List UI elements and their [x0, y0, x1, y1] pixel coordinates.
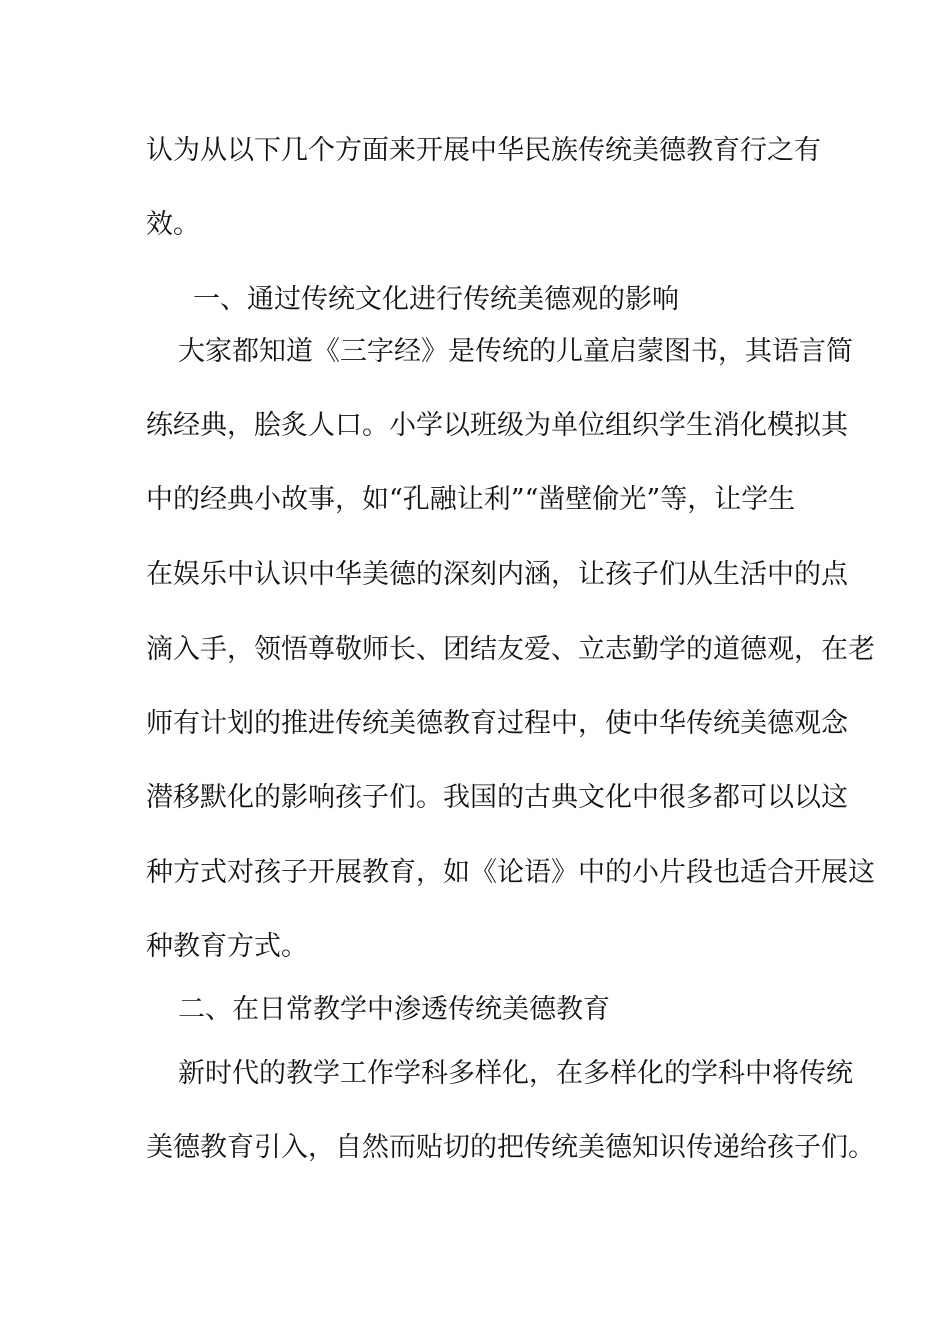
- paragraph-line: 滴入手，领悟尊敬师长、团结友爱、立志勤学的道德观，在老: [146, 634, 875, 665]
- paragraph-line: 潜移默化的影响孩子们。我国的古典文化中很多都可以以这: [146, 782, 848, 813]
- paragraph-line: 新时代的教学工作学科多样化，在多样化的学科中将传统: [178, 1058, 853, 1089]
- section-heading-2: 二、在日常教学中渗透传统美德教育: [178, 994, 610, 1025]
- paragraph-line: 认为从以下几个方面来开展中华民族传统美德教育行之有: [146, 135, 821, 166]
- paragraph-line: 师有计划的推进传统美德教育过程中，使中华传统美德观念: [146, 708, 848, 739]
- paragraph-line: 美德教育引入，自然而贴切的把传统美德知识传递给孩子们。: [146, 1132, 875, 1163]
- paragraph-line: 种方式对孩子开展教育，如《论语》中的小片段也适合开展这: [146, 857, 875, 888]
- paragraph-line: 效。: [146, 209, 200, 240]
- paragraph-line: 中的经典小故事，如“孔融让利”“凿壁偷光”等，让学生: [146, 484, 796, 515]
- paragraph-line: 练经典，脍炙人口。小学以班级为单位组织学生消化模拟其: [146, 410, 848, 441]
- paragraph-line: 在娱乐中认识中华美德的深刻内涵，让孩子们从生活中的点: [146, 559, 848, 590]
- section-heading-1: 一、通过传统文化进行传统美德观的影响: [193, 284, 679, 315]
- paragraph-line: 大家都知道《三字经》是传统的儿童启蒙图书，其语言简: [178, 336, 853, 367]
- paragraph-line: 种教育方式。: [146, 931, 308, 962]
